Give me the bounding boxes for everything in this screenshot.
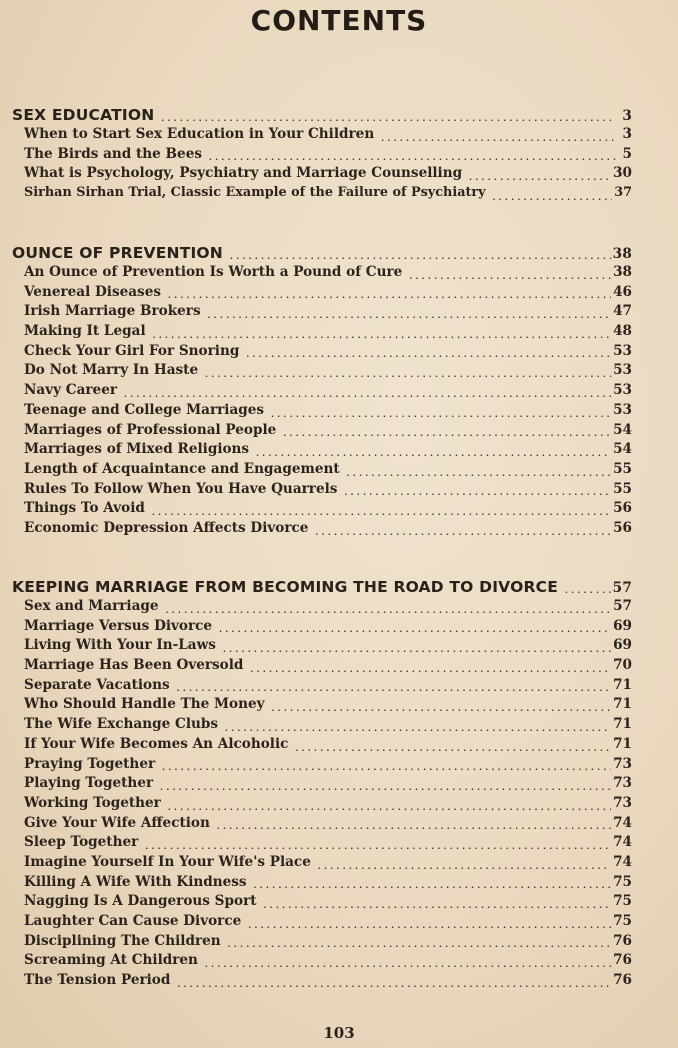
entry-page-number: 71 (613, 696, 632, 713)
entry-title: What is Psychology, Psychiatry and Marriage Counselling (24, 165, 463, 182)
dot-leader (151, 508, 611, 520)
entry-page-number: 75 (613, 873, 632, 890)
entry-page-number: 46 (613, 283, 632, 300)
toc-section-keeping-marriage (0, 578, 678, 992)
toc-entry (24, 264, 632, 284)
entry-title: Venereal Diseases (24, 283, 162, 300)
toc-entry (24, 874, 632, 894)
dot-leader (224, 724, 611, 736)
entry-page-number: 71 (613, 716, 632, 733)
page-number: 103 (323, 1024, 355, 1042)
dot-leader (294, 744, 611, 756)
dot-leader (218, 625, 611, 637)
toc-entry (24, 165, 632, 185)
toc-entry (24, 185, 632, 205)
entry-title: Teenage and College Marriages (24, 401, 265, 418)
entry-page-number: 48 (613, 323, 632, 340)
entry-page-number: 38 (613, 264, 632, 280)
dot-leader (176, 980, 611, 992)
toc-entry (24, 303, 632, 323)
dot-leader (253, 881, 611, 893)
dot-leader (204, 960, 611, 972)
toc-entry (24, 461, 632, 481)
dot-leader (208, 153, 616, 165)
dot-leader (216, 822, 611, 834)
entry-page-number: 73 (613, 794, 632, 811)
dot-leader (229, 252, 611, 264)
entry-title: Laughter Can Cause Divorce (24, 913, 242, 929)
entry-title: An Ounce of Prevention Is Worth a Pound of Cure (24, 264, 403, 280)
dot-leader (343, 488, 611, 500)
entry-page-number: 47 (613, 303, 632, 320)
entry-title: Marriages of Professional People (24, 421, 277, 438)
dot-leader (159, 783, 611, 795)
entry-title: If Your Wife Becomes An Alcoholic (24, 735, 289, 752)
section-heading: OUNCE OF PREVENTION (12, 244, 223, 262)
entry-title: Navy Career (24, 382, 118, 399)
entry-page-number: 56 (613, 500, 632, 517)
toc-entry (24, 481, 632, 501)
entry-page-number: 53 (613, 382, 632, 399)
toc-entry (24, 815, 632, 835)
section-page-number: 38 (612, 246, 632, 262)
toc-entry (24, 402, 632, 422)
entry-page-number: 69 (613, 637, 632, 654)
entry-title: Living With Your In-Laws (24, 637, 216, 654)
entry-page-number: 76 (613, 932, 632, 949)
dot-leader (468, 173, 611, 185)
dot-leader (282, 429, 611, 441)
entry-title: Working Together (24, 794, 161, 811)
dot-leader (270, 410, 611, 422)
dot-leader (123, 390, 611, 402)
dot-leader (222, 645, 611, 657)
entry-title: Killing A Wife With Kindness (24, 873, 247, 890)
toc-entry (24, 854, 632, 874)
dot-leader (492, 193, 613, 205)
entry-title: When to Start Sex Education in Your Children (24, 126, 375, 142)
entry-page-number: 55 (613, 480, 632, 497)
dot-leader (227, 940, 611, 952)
entry-title: Playing Together (24, 775, 154, 792)
entry-title: Check Your Girl For Snoring (24, 342, 240, 359)
dot-leader (207, 311, 611, 323)
dot-leader (314, 528, 611, 540)
toc-entry (24, 775, 632, 795)
dot-leader (408, 272, 611, 284)
entry-page-number: 5 (622, 145, 632, 162)
dot-leader (249, 665, 611, 677)
entry-title: Economic Depression Affects Divorce (24, 519, 309, 536)
entry-page-number: 71 (613, 735, 632, 752)
entry-title: Things To Avoid (24, 500, 145, 517)
entry-title: Disciplining The Children (24, 932, 221, 949)
dot-leader (161, 763, 611, 775)
entry-title: Imagine Yourself In Your Wife's Place (24, 853, 311, 870)
toc-entry (24, 795, 632, 815)
entry-page-number: 73 (613, 775, 632, 792)
entry-page-number: 53 (613, 401, 632, 418)
toc-entry (24, 520, 632, 540)
dot-leader (380, 134, 616, 146)
dot-leader (204, 370, 611, 382)
entry-title: Sirhan Sirhan Trial, Classic Example of the Failure of Psychiatry (24, 185, 486, 201)
dot-leader (160, 114, 616, 126)
entry-title: Do Not Marry In Haste (24, 362, 199, 379)
section-heading-row (12, 578, 632, 598)
dot-leader (271, 704, 612, 716)
entry-title: The Tension Period (24, 972, 171, 989)
toc-entry (24, 736, 632, 756)
entry-title: Praying Together (24, 755, 156, 772)
entry-title: Marriage Has Been Oversold (24, 657, 244, 674)
toc-entry (24, 146, 632, 166)
section-page-number: 57 (612, 580, 632, 596)
entry-page-number: 53 (613, 342, 632, 359)
entry-title: Irish Marriage Brokers (24, 303, 201, 320)
toc-entry (24, 913, 632, 933)
dot-leader (564, 586, 611, 598)
entry-page-number: 54 (613, 441, 632, 458)
entry-title: Sleep Together (24, 834, 139, 851)
entry-title: Screaming At Children (24, 952, 198, 969)
section-heading: SEX EDUCATION (12, 106, 155, 124)
dot-leader (176, 684, 611, 696)
dot-leader (167, 803, 611, 815)
dot-leader (247, 921, 611, 933)
entry-page-number: 3 (622, 126, 632, 142)
toc-entry (24, 637, 632, 657)
entry-page-number: 56 (613, 519, 632, 536)
toc-entry (24, 500, 632, 520)
entry-page-number: 69 (613, 617, 632, 634)
section-heading: KEEPING MARRIAGE FROM BECOMING THE ROAD TO DIVORCE (12, 578, 558, 596)
toc-entry (24, 284, 632, 304)
toc-entry (24, 972, 632, 992)
entry-page-number: 75 (613, 893, 632, 910)
entry-page-number: 70 (613, 657, 632, 674)
entry-page-number: 76 (613, 972, 632, 989)
section-heading-row (12, 244, 632, 264)
entry-page-number: 54 (613, 421, 632, 438)
entry-page-number: 55 (613, 460, 632, 477)
entry-title: Length of Acquaintance and Engagement (24, 460, 340, 477)
dot-leader (317, 862, 611, 874)
toc-entry (24, 834, 632, 854)
toc-entry (24, 422, 632, 442)
entry-page-number: 74 (613, 853, 632, 870)
dot-leader (263, 901, 612, 913)
toc-entry (24, 933, 632, 953)
dot-leader (144, 842, 611, 854)
toc-entry (24, 362, 632, 382)
toc-section-ounce-of-prevention (0, 244, 678, 540)
entry-page-number: 75 (613, 913, 632, 929)
toc-entry (24, 952, 632, 972)
section-page-number: 3 (622, 108, 632, 124)
entry-page-number: 74 (613, 814, 632, 831)
entry-page-number: 71 (613, 676, 632, 693)
entry-title: Marriage Versus Divorce (24, 617, 213, 634)
entry-page-number: 74 (613, 834, 632, 851)
toc-entry (24, 696, 632, 716)
entry-page-number: 37 (614, 185, 632, 201)
entry-title: Who Should Handle The Money (24, 696, 265, 713)
entry-page-number: 76 (613, 952, 632, 969)
dot-leader (165, 606, 612, 618)
section-heading-row (12, 106, 632, 126)
entry-title: Rules To Follow When You Have Quarrels (24, 480, 338, 497)
dot-leader (255, 449, 611, 461)
entry-page-number: 30 (613, 165, 632, 182)
dot-leader (152, 331, 611, 343)
entry-page-number: 53 (613, 362, 632, 379)
toc-section-sex-education (0, 106, 678, 205)
toc-entry (24, 323, 632, 343)
toc-entry (24, 598, 632, 618)
toc-entry (24, 657, 632, 677)
entry-title: The Birds and the Bees (24, 145, 202, 162)
entry-title: Marriages of Mixed Religions (24, 441, 250, 458)
toc-entry (24, 618, 632, 638)
page-title: CONTENTS (250, 4, 428, 37)
entry-title: Separate Vacations (24, 676, 170, 693)
toc-entry (24, 893, 632, 913)
entry-title: Give Your Wife Affection (24, 814, 210, 831)
entry-title: Sex and Marriage (24, 598, 159, 614)
entry-title: Nagging Is A Dangerous Sport (24, 893, 257, 910)
entry-title: Making It Legal (24, 323, 146, 340)
entry-title: The Wife Exchange Clubs (24, 716, 219, 733)
toc-entry (24, 126, 632, 146)
entry-page-number: 73 (613, 755, 632, 772)
dot-leader (245, 350, 611, 362)
dot-leader (346, 469, 611, 481)
toc-entry (24, 382, 632, 402)
toc-entry (24, 441, 632, 461)
toc-entry (24, 756, 632, 776)
dot-leader (167, 291, 611, 303)
entry-page-number: 57 (613, 598, 632, 614)
toc-entry (24, 677, 632, 697)
toc-entry (24, 343, 632, 363)
toc-entry (24, 716, 632, 736)
